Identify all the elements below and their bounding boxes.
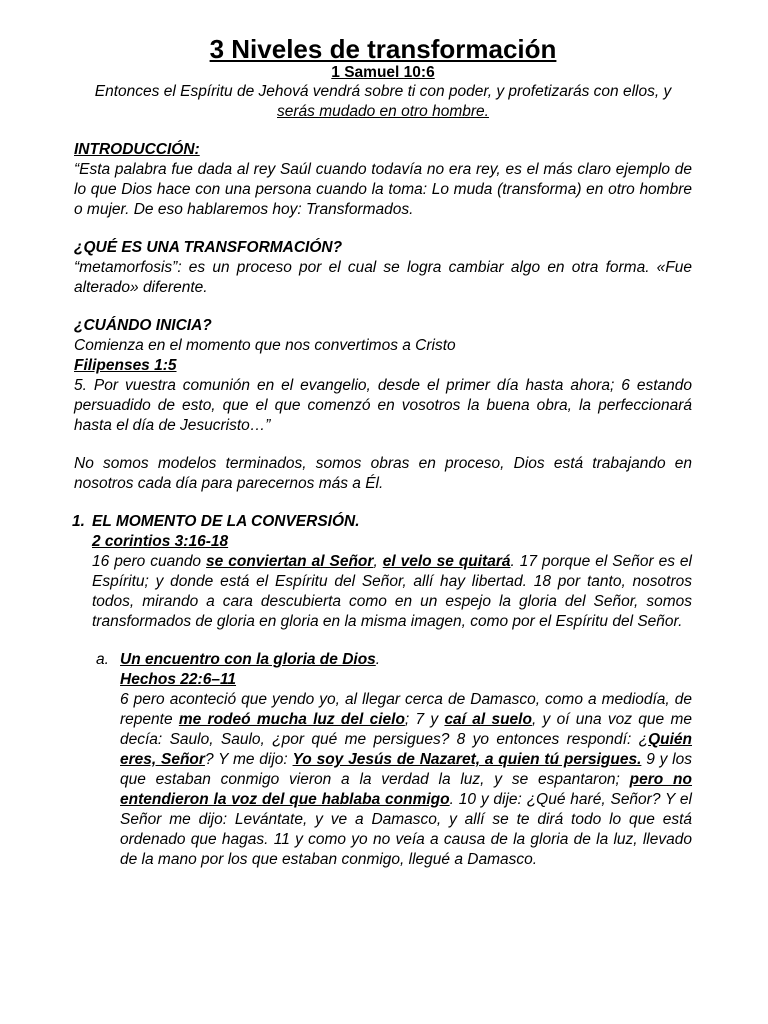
what-heading: ¿QUÉ ES UNA TRANSFORMACIÓN? [74,239,343,256]
highlight-light: me rodeó mucha luz del cielo [178,711,405,728]
section-1-scripture-ref: 2 corintios 3:16-18 [92,533,229,550]
subsection-a-marker: a. [96,651,109,668]
when-line: Comienza en el momento que nos convertimos a Cristo [74,337,456,354]
highlight-i-am-jesus: Yo soy Jesús de Nazaret, a quien tú persigues. [292,751,642,768]
main-scripture-ref: 1 Samuel 10:6 [331,64,435,81]
intro-text: “Esta palabra fue dada al rey Saúl cuando todavía no era rey, es el más claro ejemplo de lo que Dios hace con una persona cuando la toma: Lo muda (transforma) en otro hombre o mujer. De eso hablaremos hoy: Transformados. [74,161,692,218]
subsection-a-scripture-text: 6 pero aconteció que yendo yo, al llegar cerca de Damasco, como a mediodía, de repente me rodeó mucha luz del cielo; 7 y caí al suelo, y oí una voz que me decía: Saulo, Saulo, ¿por qué me persigues? 8 yo entonces respondí: ¿Quién eres, Señor? Y me dijo: Yo soy Jesús de Nazaret, a quien tú persigues. 9 y los que estaban conmigo vieron a la verdad la luz, y se espantaron; pero no entendieron la voz del que hablaba conmigo. 10 y dije: ¿Qué haré, Señor? Y el Señor me dijo: Levántate, y ve a Damasco, y allí se te dirá todo lo que está ordenado que hagas. 11 y como yo no veía a causa de la gloria de la luz, llevado de la mano por los que estaban conmigo, llegué a Damasco. [120,691,692,868]
main-scripture-highlight: serás mudado en otro hombre. [277,103,489,120]
highlight-who-are-you: Quién eres, Señor [120,731,692,768]
section-1-scripture-text: 16 pero cuando se conviertan al Señor, el velo se quitará. 17 porque el Señor es el Espíritu; y donde está el Espíritu del Señor, allí hay libertad. 18 por tanto, nosotros todos, mirando a cara descubierta como en un espejo la gloria del Señor, somos transformados de gloria en gloria en la misma imagen, como por el Espíritu del Señor. [92,553,692,630]
subsection-a [74,650,692,870]
highlight-fell: caí al suelo [444,711,532,728]
document-page [74,34,692,870]
highlight-voice: pero no entendieron la voz del que hablaba conmigo [120,771,692,808]
highlight-veil: el velo se quitará [382,553,511,570]
page-title: 3 Niveles de transformación [209,34,557,64]
process-text: No somos modelos terminados, somos obras en proceso, Dios está trabajando en nosotros cada día para parecernos más a Él. [74,455,692,492]
section-1-heading: EL MOMENTO DE LA CONVERSIÓN. [92,513,360,530]
subsection-a-heading: Un encuentro con la gloria de Dios. [120,651,381,668]
section-1-marker: 1. [72,513,85,530]
when-scripture-ref: Filipenses 1:5 [74,357,177,374]
when-scripture-text: 5. Por vuestra comunión en el evangelio, desde el primer día hasta ahora; 6 estando persuadido de esto, que el que comenzó en vosotros la buena obra, la perfeccionará hasta el día de Jesucristo…” [74,377,692,434]
what-text: “metamorfosis”: es un proceso por el cual se logra cambiar algo en otra forma. «Fue alterado» diferente. [74,259,692,296]
highlight-conversion: se conviertan al Señor [206,553,374,570]
section-1 [74,512,692,870]
main-scripture-text: Entonces el Espíritu de Jehová vendrá sobre ti con poder, y profetizarás con ellos, y serás mudado en otro hombre. [94,83,672,120]
intro-heading: INTRODUCCIÓN: [74,141,200,158]
when-heading: ¿CUÁNDO INICIA? [74,317,212,334]
subsection-a-scripture-ref: Hechos 22:6–11 [120,671,237,688]
